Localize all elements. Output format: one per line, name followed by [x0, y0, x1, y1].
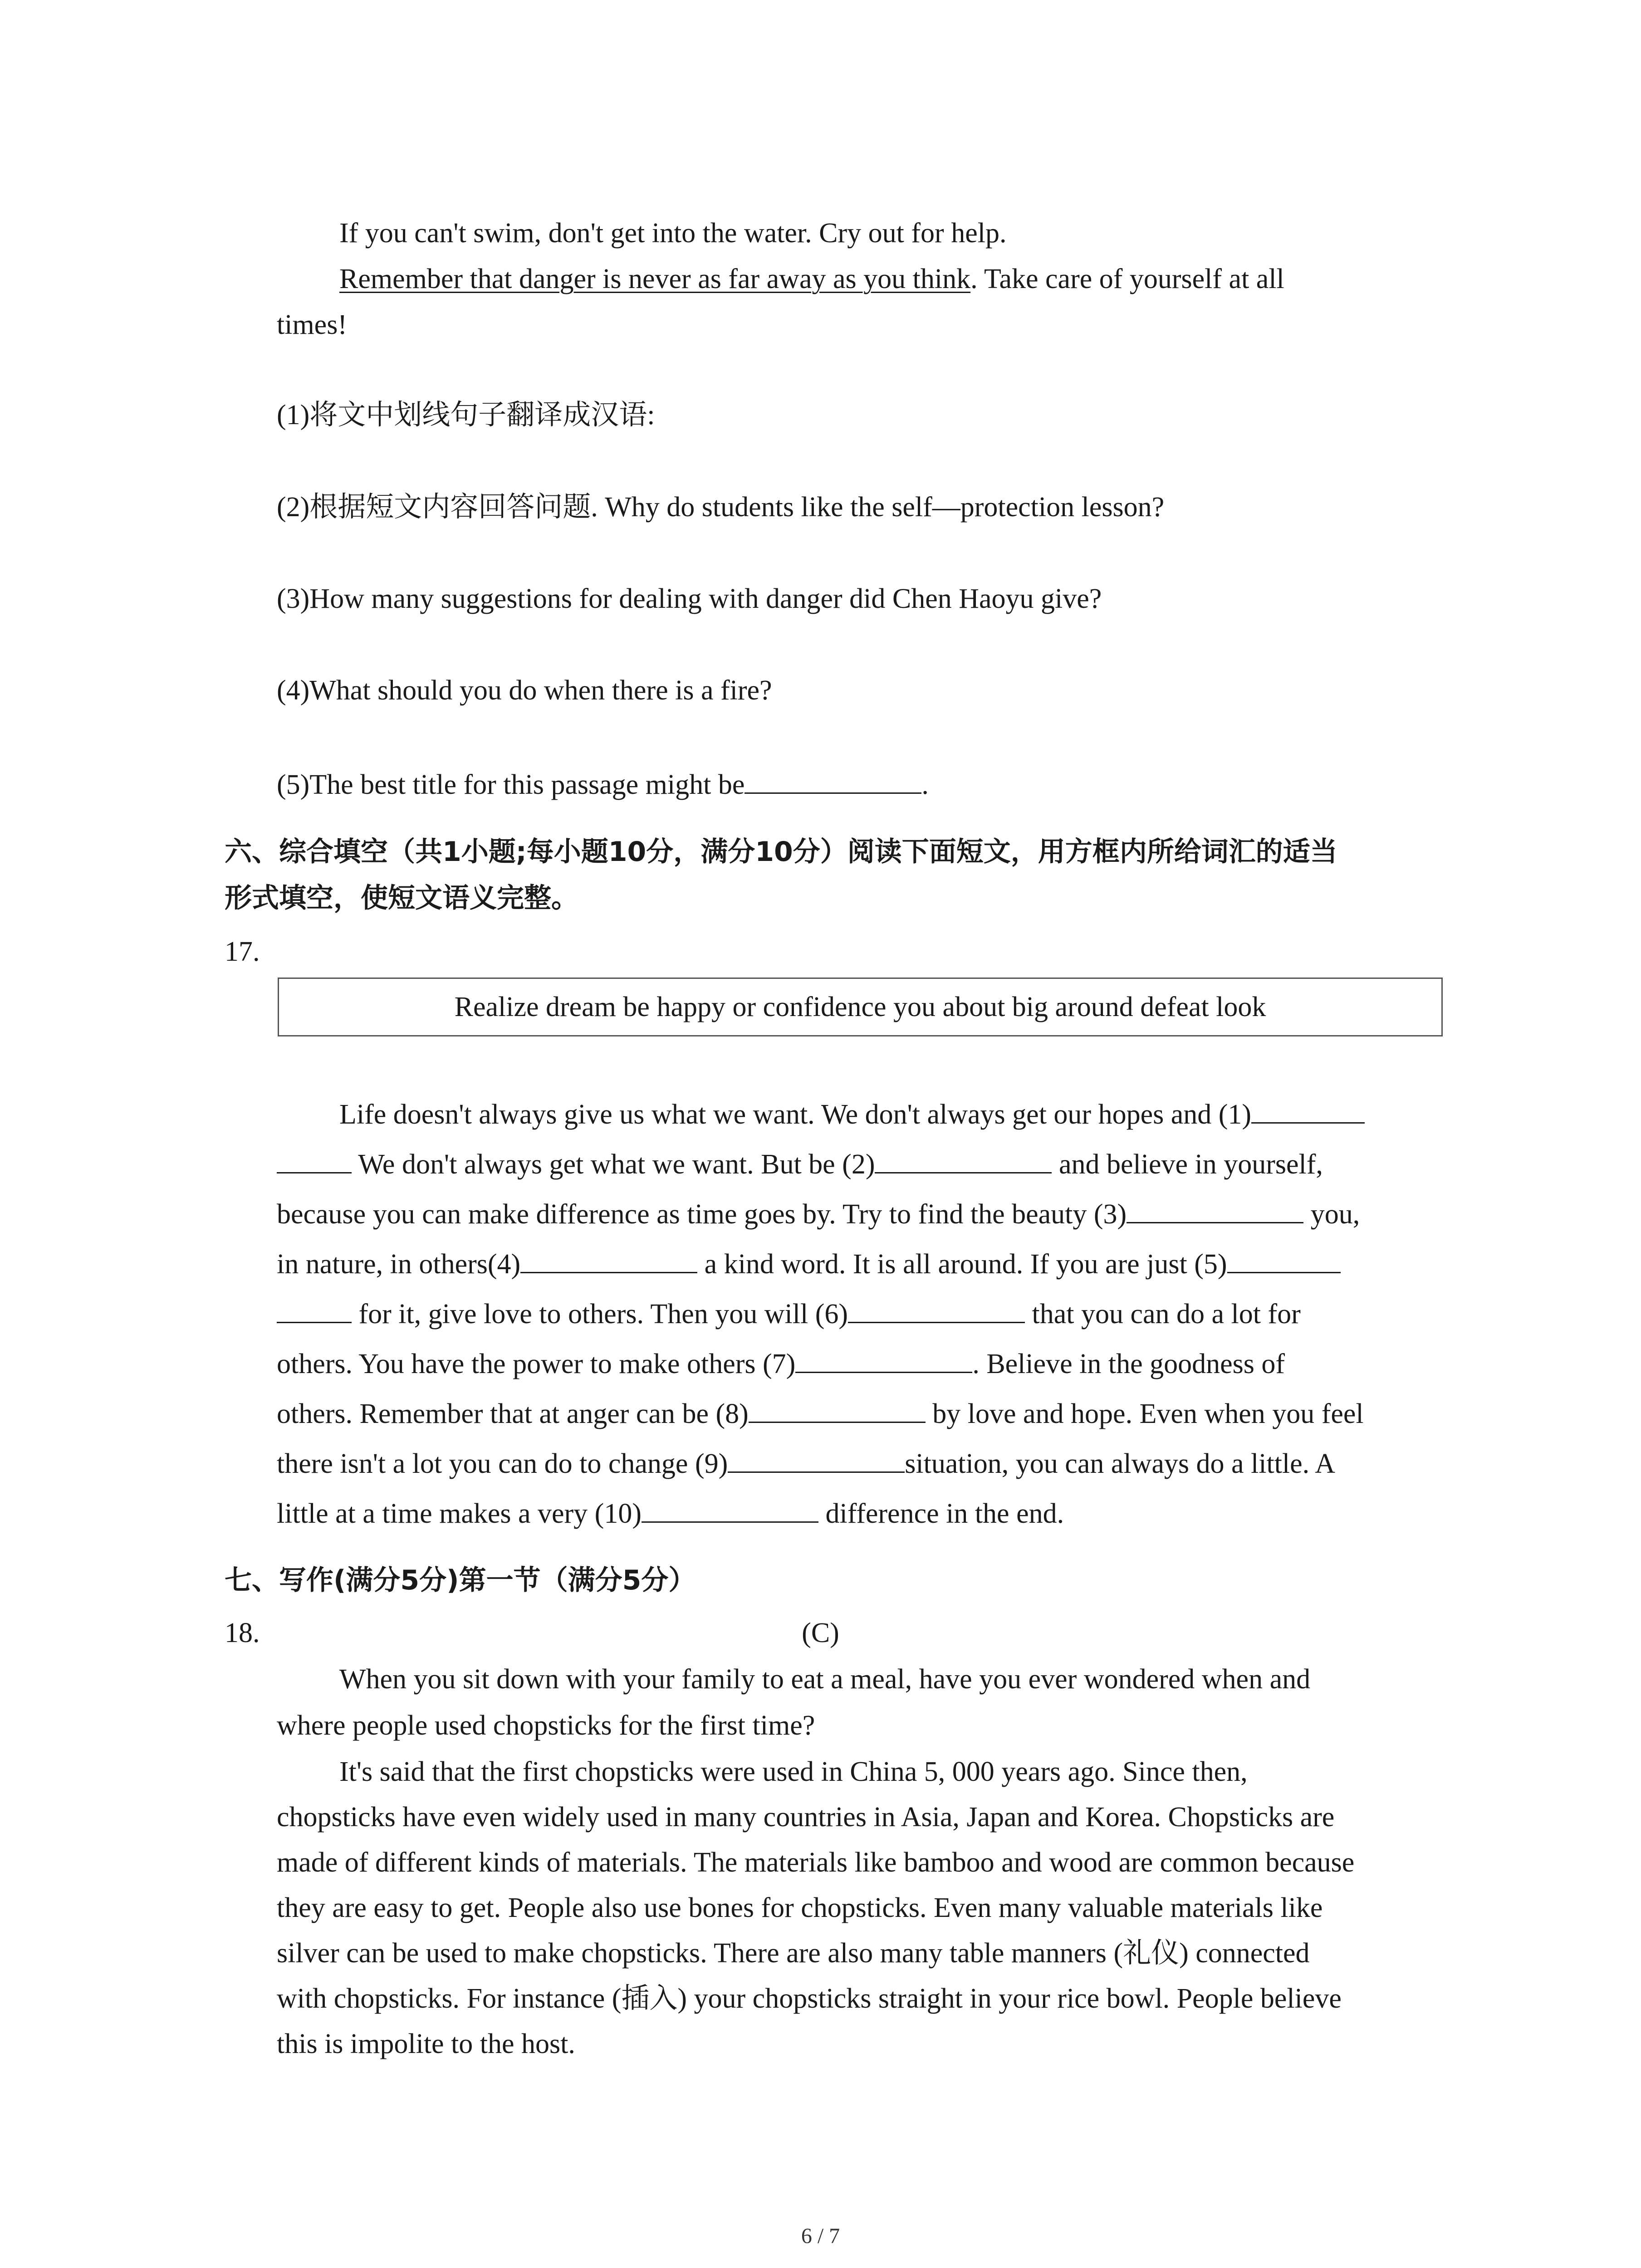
cloze-line: [277, 1246, 1341, 1282]
cloze-text: that you can do a lot for: [1025, 1299, 1301, 1330]
reading-line: chopsticks have even widely used in many countries in Asia, Japan and Korea. Chopsticks are: [277, 1802, 1335, 1833]
cloze-text: . Believe in the goodness of: [972, 1349, 1285, 1379]
cloze-line: [339, 1096, 1365, 1133]
cloze-text: difference in the end.: [818, 1498, 1064, 1529]
cloze-text: situation, you can always do a little. A: [905, 1448, 1336, 1479]
cloze-text: by love and hope. Even when you feel: [925, 1398, 1364, 1429]
cloze-line: [277, 1446, 1335, 1482]
reading-line: this is impolite to the host.: [277, 2028, 575, 2059]
answer-blank[interactable]: [745, 767, 921, 794]
cloze-line: [277, 1396, 1364, 1432]
cloze-text: and believe in yourself,: [1052, 1149, 1323, 1180]
blank-6[interactable]: [848, 1296, 1025, 1323]
word-box: [278, 978, 1443, 1036]
cloze-line: [277, 1296, 1301, 1332]
blank-3[interactable]: [1127, 1197, 1303, 1223]
question-number: 17.: [225, 936, 260, 967]
blank-7[interactable]: [795, 1346, 972, 1373]
passage-line-rest: . Take care of yourself at all: [970, 264, 1284, 294]
question-number: 18.: [225, 1618, 260, 1648]
blank-4[interactable]: [520, 1246, 697, 1273]
cloze-text: Life doesn't always give us what we want. We don't always get our hopes and (1): [339, 1099, 1252, 1130]
blank-5-cont[interactable]: [277, 1296, 352, 1323]
blank-1[interactable]: [1251, 1097, 1365, 1124]
question-4: (4)What should you do when there is a fire?: [277, 675, 772, 706]
passage-label: (C): [802, 1618, 839, 1648]
word-box-text: Realize dream be happy or confidence you about big around defeat look: [454, 991, 1266, 1022]
cloze-text: a kind word. It is all around. If you are just (5): [697, 1249, 1227, 1280]
page-number: 6 / 7: [801, 2224, 840, 2248]
question-1: (1)将文中划线句子翻译成汉语:: [277, 400, 655, 430]
cloze-text: others. You have the power to make others (7): [277, 1349, 796, 1379]
passage-line: times!: [277, 309, 347, 340]
section-7-heading: 七、写作(满分5分)第一节（满分5分）: [225, 1564, 696, 1596]
reading-line: When you sit down with your family to eat a meal, have you ever wondered when and: [339, 1664, 1311, 1695]
underlined-sentence: Remember that danger is never as far away as you think: [339, 264, 971, 294]
reading-line: silver can be used to make chopsticks. There are also many table manners (礼仪) connected: [277, 1938, 1310, 1969]
cloze-text: you,: [1303, 1199, 1360, 1230]
cloze-line: [277, 1146, 1323, 1183]
cloze-text: in nature, in others(4): [277, 1249, 521, 1280]
cloze-line: [277, 1196, 1360, 1232]
blank-8[interactable]: [749, 1396, 926, 1423]
passage-line: If you can't swim, don't get into the water. Cry out for help.: [339, 218, 1007, 249]
question-5: [277, 767, 929, 803]
cloze-line: [277, 1496, 1064, 1532]
reading-line: It's said that the first chopsticks were used in China 5, 000 years ago. Since then,: [339, 1756, 1248, 1787]
blank-9[interactable]: [728, 1446, 905, 1473]
cloze-text: because you can make difference as time goes by. Try to find the beauty (3): [277, 1199, 1127, 1230]
reading-line: where people used chopsticks for the first time?: [277, 1710, 815, 1741]
cloze-text: others. Remember that at anger can be (8): [277, 1398, 749, 1429]
question-5-suffix: .: [921, 769, 929, 800]
question-2: (2)根据短文内容回答问题. Why do students like the self—protection lesson?: [277, 492, 1165, 523]
cloze-line: [277, 1346, 1285, 1382]
cloze-text: We don't always get what we want. But be (2): [352, 1149, 875, 1180]
question-5-text: (5)The best title for this passage might be: [277, 769, 745, 800]
blank-10[interactable]: [642, 1496, 818, 1523]
cloze-text: for it, give love to others. Then you will (6): [352, 1299, 848, 1330]
cloze-text: little at a time makes a very (10): [277, 1498, 642, 1529]
blank-5[interactable]: [1227, 1246, 1341, 1273]
passage-line: [339, 261, 1284, 297]
reading-line: made of different kinds of materials. The materials like bamboo and wood are common because: [277, 1847, 1355, 1878]
reading-line: with chopsticks. For instance (插入) your chopsticks straight in your rice bowl. People believe: [277, 1983, 1342, 2014]
cloze-text: there isn't a lot you can do to change (9): [277, 1448, 728, 1479]
section-6-heading: 六、综合填空（共1小题;每小题10分，满分10分）阅读下面短文，用方框内所给词汇的适当: [225, 836, 1337, 868]
blank-2[interactable]: [875, 1147, 1052, 1173]
reading-line: they are easy to get. People also use bones for chopsticks. Even many valuable materials like: [277, 1892, 1323, 1923]
blank-1-cont[interactable]: [277, 1147, 352, 1173]
section-6-heading-cont: 形式填空，使短文语义完整。: [225, 882, 578, 914]
question-3: (3)How many suggestions for dealing with danger did Chen Haoyu give?: [277, 583, 1102, 614]
